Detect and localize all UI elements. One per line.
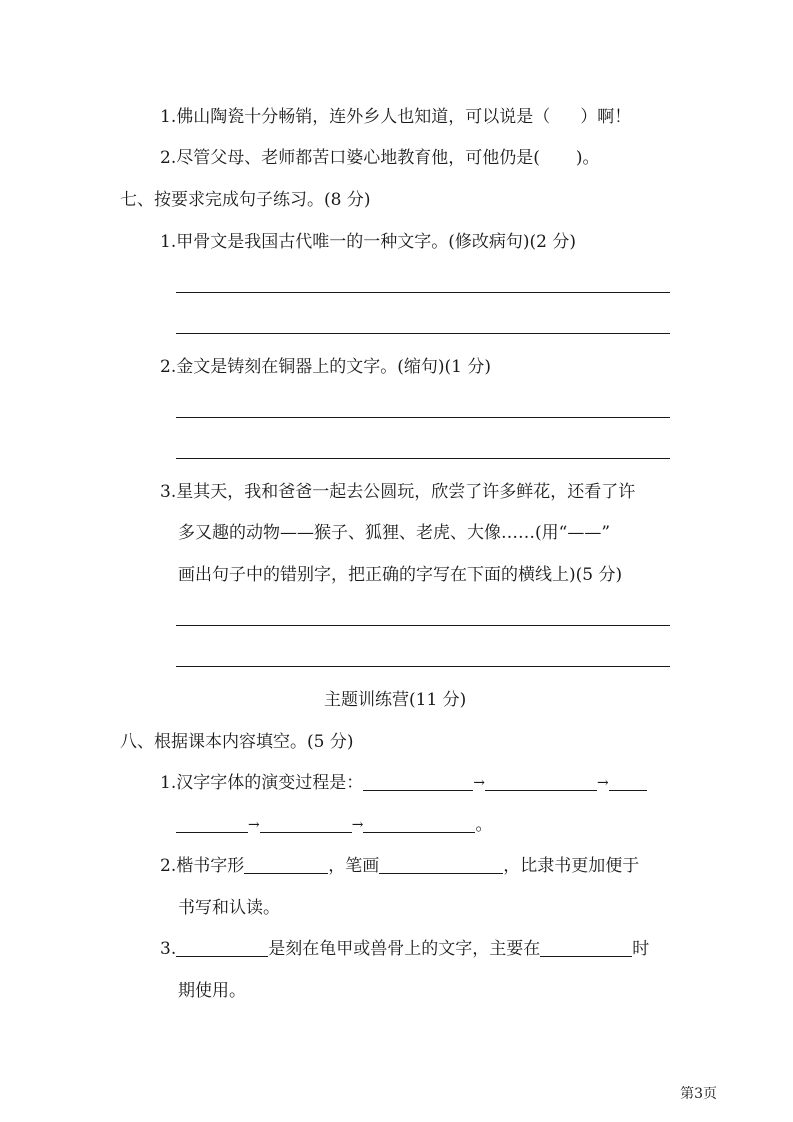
- q8-3-blank-1[interactable]: [176, 938, 268, 957]
- q7-1-answer-line-2[interactable]: [176, 333, 670, 334]
- q7-3-answer-line-1[interactable]: [176, 625, 670, 626]
- q7-2-answer-line-1[interactable]: [176, 417, 670, 418]
- arrow-icon: →: [473, 775, 485, 791]
- q8-3-blank-2[interactable]: [540, 938, 632, 957]
- q8-3-mid: 是刻在龟甲或兽骨上的文字，主要在: [268, 939, 541, 959]
- arrow-icon: →: [351, 817, 364, 833]
- q8-2-blank-2[interactable]: [379, 855, 503, 874]
- q6-1-close: ）啊！: [580, 107, 632, 127]
- q6-1-text: 1.佛山陶瓷十分畅销，连外乡人也知道，可以说是（: [160, 107, 551, 127]
- q8-2-line-2: 书写和认读。: [178, 898, 280, 918]
- q6-2: [160, 147, 600, 169]
- page-number: 第3页: [680, 1086, 717, 1102]
- section8-heading: 八、根据课本内容填空。(5 分): [120, 732, 354, 752]
- q7-1-answer-line-1[interactable]: [176, 292, 670, 293]
- q8-1-blank-5[interactable]: [363, 814, 475, 833]
- q8-2-mid: ，笔画: [328, 856, 380, 876]
- q6-2-text: 2.尽管父母、老师都苦口婆心地教育他，可他仍是(: [160, 148, 540, 168]
- q8-3-prefix: 3.: [160, 939, 177, 959]
- q8-2-blank-1[interactable]: [244, 855, 328, 874]
- q8-2-line-1: [160, 855, 639, 877]
- q8-1-blank-2[interactable]: [485, 772, 597, 791]
- q8-1-blank-1[interactable]: [363, 772, 473, 791]
- q7-2-text: 2.金文是铸刻在铜器上的文字。(缩句)(1 分): [160, 357, 491, 377]
- q7-3-line-2: 多又趣的动物——猴子、狐狸、老虎、大像……(用“——”: [178, 523, 611, 543]
- q8-2-suffix: ，比隶书更加便于: [503, 856, 640, 876]
- arrow-icon: →: [248, 817, 260, 833]
- q8-1-prefix: 1.汉字字体的演变过程是：: [160, 773, 364, 793]
- q8-1-blank-3-end[interactable]: [176, 814, 248, 833]
- q8-2-prefix: 2.楷书字形: [160, 856, 245, 876]
- q8-1-blank-3-start[interactable]: [609, 772, 647, 791]
- q8-1-blank-4[interactable]: [260, 814, 352, 833]
- q7-3-line-3: 画出句子中的错别字，把正确的字写在下面的横线上)(5 分): [178, 565, 623, 585]
- q7-2-answer-line-2[interactable]: [176, 458, 670, 459]
- q8-3-suffix: 时: [632, 939, 650, 959]
- q6-1: [160, 106, 631, 128]
- q7-1-text: 1.甲骨文是我国古代唯一的一种文字。(修改病句)(2 分): [160, 232, 576, 252]
- q6-2-close: )。: [575, 148, 600, 168]
- arrow-icon: →: [596, 775, 609, 791]
- q7-3-answer-line-2[interactable]: [176, 666, 670, 667]
- q8-3-line-1: [160, 938, 649, 960]
- q7-3-line-1: 3.星其天，我和爸爸一起去公圆玩，欣尝了许多鲜花，还看了许: [160, 482, 636, 502]
- theme-title: 主题训练营(11 分): [324, 690, 467, 710]
- q8-1-end: 。: [475, 815, 493, 835]
- q8-3-line-2: 期使用。: [178, 981, 246, 1001]
- q8-1-line-1: [160, 772, 647, 794]
- q8-1-line-2: [176, 814, 492, 836]
- section7-heading: 七、按要求完成句子练习。(8 分): [120, 190, 371, 210]
